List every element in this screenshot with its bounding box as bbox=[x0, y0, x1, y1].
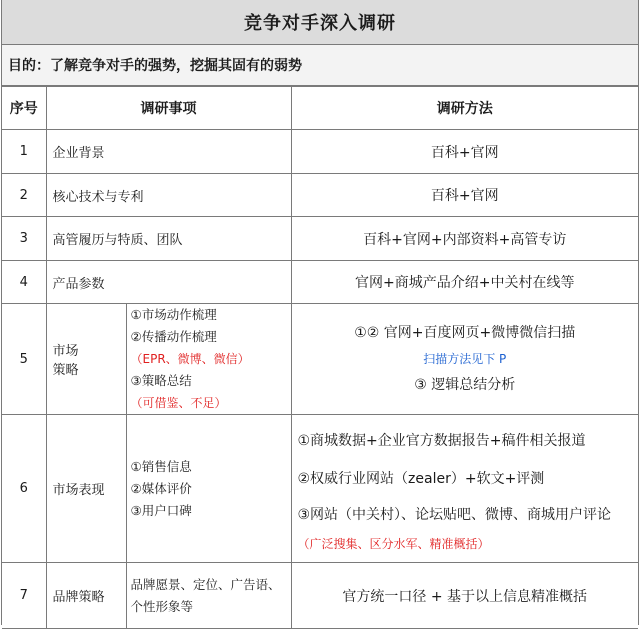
row-num: 3 bbox=[2, 217, 46, 261]
method-line: ③网站（中关村）、论坛贴吧、微博、商城用户评论 bbox=[297, 506, 612, 523]
subitem-note: （EPR、微博、微信） bbox=[130, 352, 250, 366]
subitem: ①销售信息 bbox=[130, 458, 192, 474]
subitem: 个性形象等 bbox=[130, 598, 194, 614]
table-row bbox=[2, 304, 638, 415]
row-item: 企业背景 bbox=[46, 130, 291, 174]
row-method: 官方统一口径 + 基于以上信息精准概括 bbox=[291, 563, 638, 629]
row-num: 6 bbox=[2, 415, 46, 563]
row-num: 2 bbox=[2, 174, 46, 217]
row-method: 百科+官网+内部资料+高管专访 bbox=[291, 217, 638, 261]
subitem: ①市场动作梳理 bbox=[130, 307, 217, 322]
row-item: 品牌策略 bbox=[46, 563, 126, 629]
method-note: （广泛搜集、区分水军、精准概括） bbox=[297, 536, 490, 551]
row-method bbox=[291, 415, 638, 563]
row-method: 百科+官网 bbox=[291, 130, 638, 174]
table-row bbox=[2, 130, 638, 174]
subitem: ③用户口碑 bbox=[130, 502, 192, 518]
research-sheet bbox=[1, 0, 639, 625]
method-line: ③ 逻辑总结分析 bbox=[414, 377, 516, 393]
method-line: ①② 官网+百度网页+微博微信扫描 bbox=[354, 325, 576, 341]
research-table bbox=[2, 86, 638, 629]
row-num: 1 bbox=[2, 130, 46, 174]
table-row bbox=[2, 261, 638, 304]
row-method: 百科+官网 bbox=[291, 174, 638, 217]
row-num: 7 bbox=[2, 563, 46, 629]
purpose-text: 目的：了解竞争对手的强势，挖掘其固有的弱势 bbox=[2, 45, 638, 86]
subitem: 品牌愿景、定位、广告语、 bbox=[130, 576, 281, 592]
row-num: 4 bbox=[2, 261, 46, 304]
row-item: 高管履历与特质、团队 bbox=[46, 217, 291, 261]
header-num: 序号 bbox=[2, 87, 46, 130]
method-line: ①商城数据+企业官方数据报告+稿件相关报道 bbox=[297, 432, 586, 449]
method-note: 扫描方法见下 P bbox=[423, 352, 507, 366]
table-row bbox=[2, 415, 638, 563]
row-subitems bbox=[126, 415, 291, 563]
row-item: 核心技术与专利 bbox=[46, 174, 291, 217]
row-num: 5 bbox=[2, 304, 46, 415]
row-subitems bbox=[126, 304, 291, 415]
subitem-note: （可借鉴、不足） bbox=[130, 396, 227, 410]
row-method: 官网+商城产品介绍+中关村在线等 bbox=[291, 261, 638, 304]
page-title: 竞争对手深入调研 bbox=[2, 0, 638, 45]
row-item: 市场表现 bbox=[46, 415, 126, 563]
row-subitems bbox=[126, 563, 291, 629]
method-line: ②权威行业网站（zealer）+软文+评测 bbox=[297, 470, 545, 487]
subitem: ②传播动作梳理 bbox=[130, 329, 217, 344]
table-header-row bbox=[2, 87, 638, 130]
subitem: ③策略总结 bbox=[130, 373, 192, 388]
table-row bbox=[2, 174, 638, 217]
header-item: 调研事项 bbox=[46, 87, 291, 130]
subitem: ②媒体评价 bbox=[130, 480, 192, 496]
header-method: 调研方法 bbox=[291, 87, 638, 130]
row-item bbox=[46, 304, 126, 415]
row-method bbox=[291, 304, 638, 415]
row-item: 产品参数 bbox=[46, 261, 291, 304]
row-item-line: 策略 bbox=[52, 363, 79, 378]
row-item-line: 市场 bbox=[52, 344, 79, 359]
table-row bbox=[2, 217, 638, 261]
table-row bbox=[2, 563, 638, 629]
